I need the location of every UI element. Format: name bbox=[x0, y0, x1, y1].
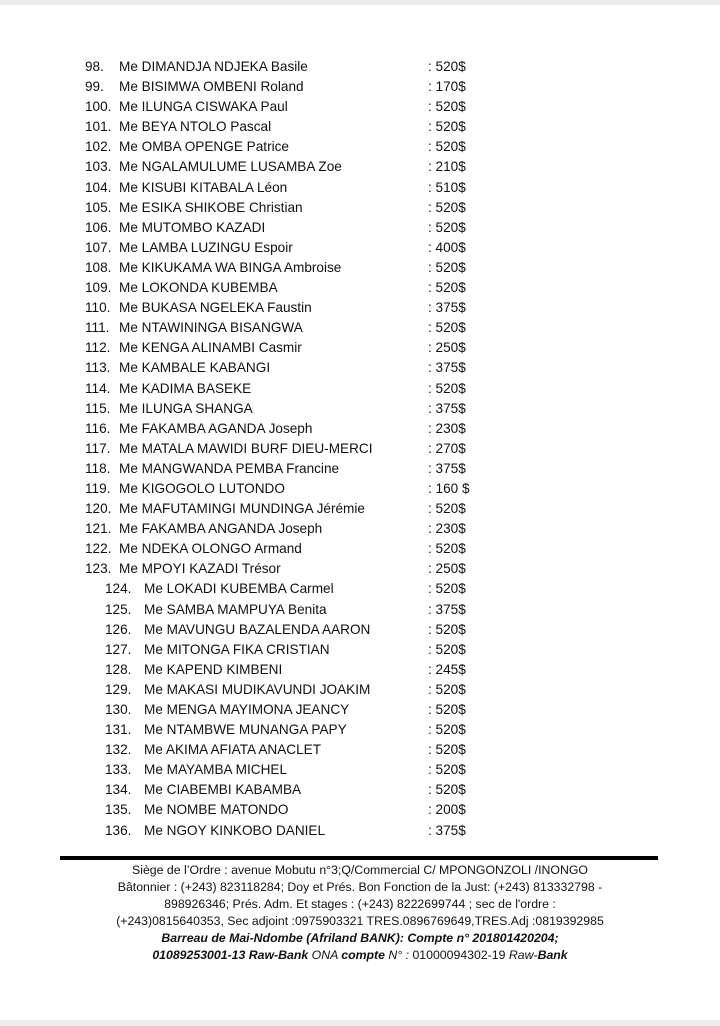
list-item bbox=[0, 780, 720, 800]
item-name: Me AKIMA AFIATA ANACLET bbox=[144, 742, 322, 758]
item-number: 122. bbox=[85, 541, 112, 557]
item-name: Me NOMBE MATONDO bbox=[144, 802, 289, 818]
item-amount: : 520$ bbox=[428, 742, 466, 758]
item-amount: : 170$ bbox=[428, 79, 466, 95]
item-amount: : 245$ bbox=[428, 661, 466, 677]
item-amount: : 270$ bbox=[428, 440, 466, 456]
list-item bbox=[0, 559, 720, 579]
item-amount: : 375$ bbox=[428, 460, 466, 476]
item-number: 99. bbox=[85, 79, 104, 95]
item-name: Me MENGA MAYIMONA JEANCY bbox=[144, 702, 350, 717]
list-item bbox=[0, 680, 720, 700]
item-name: Me MAYAMBA MICHEL bbox=[144, 762, 288, 778]
footer-text-segment: ONA bbox=[311, 948, 342, 963]
list-item bbox=[0, 479, 720, 499]
item-amount: : 520$ bbox=[428, 259, 466, 275]
item-amount: : 520$ bbox=[428, 119, 466, 135]
item-number: 124. bbox=[105, 581, 132, 597]
footer-text-segment: Barreau de Mai-Ndombe (Afriland BANK): Compte n° 201801420204; bbox=[161, 931, 559, 946]
list-item bbox=[0, 519, 720, 539]
item-name: Me KENGA ALINAMBI Casmir bbox=[119, 340, 302, 356]
footer-text-segment: Raw- bbox=[508, 948, 538, 963]
item-number: 119. bbox=[85, 480, 111, 496]
list-item bbox=[0, 77, 720, 97]
item-name: Me FAKAMBA AGANDA Joseph bbox=[119, 420, 313, 436]
item-number: 108. bbox=[85, 259, 112, 275]
list-item bbox=[0, 800, 720, 820]
footer-line bbox=[40, 896, 680, 913]
item-name: Me KIKUKAMA WA BINGA Ambroise bbox=[119, 259, 342, 275]
list-item bbox=[0, 499, 720, 519]
item-amount: : 520$ bbox=[428, 219, 466, 235]
item-amount: : 520$ bbox=[428, 681, 466, 697]
item-name: Me NTAMBWE MUNANGA PAPY bbox=[144, 722, 347, 738]
item-amount: : 375$ bbox=[428, 822, 466, 838]
item-amount: : 520$ bbox=[428, 380, 466, 396]
list-item bbox=[0, 137, 720, 157]
item-number: 112. bbox=[85, 340, 111, 356]
footer-line bbox=[40, 913, 680, 930]
item-name: Me MUTOMBO KAZADI bbox=[119, 219, 266, 235]
item-name: Me KADIMA BASEKE bbox=[119, 380, 252, 396]
item-amount: : 520$ bbox=[428, 199, 466, 215]
footer-text-segment: 01000094302-19 bbox=[412, 948, 509, 963]
list-item bbox=[0, 318, 720, 338]
footer-line bbox=[40, 947, 680, 964]
item-number: 129. bbox=[105, 681, 132, 697]
list-item bbox=[0, 358, 720, 378]
item-name: Me BISIMWA OMBENI Roland bbox=[119, 79, 304, 95]
list-item bbox=[0, 539, 720, 559]
item-number: 110. bbox=[85, 300, 111, 316]
list-item bbox=[0, 700, 720, 720]
list-item bbox=[0, 620, 720, 640]
item-name: Me LOKONDA KUBEMBA bbox=[119, 280, 278, 296]
item-number: 115. bbox=[85, 400, 111, 416]
item-number: 106. bbox=[85, 219, 112, 235]
item-amount: : 520$ bbox=[428, 99, 466, 115]
list-item bbox=[0, 640, 720, 660]
item-amount: : 520$ bbox=[428, 621, 466, 637]
item-amount: : 230$ bbox=[428, 420, 466, 436]
item-amount: : 400$ bbox=[428, 239, 466, 255]
item-number: 123. bbox=[85, 561, 112, 577]
item-amount: : 375$ bbox=[428, 601, 466, 617]
item-name: Me OMBA OPENGE Patrice bbox=[119, 139, 289, 155]
item-name: Me MANGWANDA PEMBA Francine bbox=[119, 460, 340, 476]
list-item bbox=[0, 399, 720, 419]
item-name: Me ILUNGA SHANGA bbox=[119, 400, 253, 416]
list-item bbox=[0, 117, 720, 137]
item-number: 120. bbox=[85, 501, 112, 517]
footer-text-segment: N° : bbox=[388, 948, 413, 963]
item-name: Me MAFUTAMINGI MUNDINGA Jérémie bbox=[119, 501, 365, 517]
footer-divider bbox=[60, 856, 658, 860]
item-number: 109. bbox=[85, 280, 112, 296]
list-item bbox=[0, 97, 720, 117]
item-amount: : 250$ bbox=[428, 561, 466, 577]
item-amount: : 210$ bbox=[428, 159, 466, 175]
footer-line bbox=[40, 879, 680, 896]
list-item bbox=[0, 740, 720, 760]
list-item bbox=[0, 579, 720, 599]
item-name: Me DIMANDJA NDJEKA Basile bbox=[119, 59, 308, 74]
item-number: 128. bbox=[105, 661, 132, 677]
item-name: Me MAVUNGU BAZALENDA AARON bbox=[144, 621, 371, 637]
item-amount: : 250$ bbox=[428, 340, 466, 356]
list-item bbox=[0, 821, 720, 841]
item-name: Me FAKAMBA ANGANDA Joseph bbox=[119, 521, 323, 537]
item-amount: : 375$ bbox=[428, 300, 466, 316]
item-name: Me KAMBALE KABANGI bbox=[119, 360, 271, 376]
footer-text-segment: (+243)0815640353, Sec adjoint :0975903321 TRES.0896769649,TRES.Adj :0819392985 bbox=[116, 914, 604, 929]
item-amount: : 160 $ bbox=[428, 480, 470, 496]
list-item bbox=[0, 660, 720, 680]
item-number: 127. bbox=[105, 641, 132, 657]
item-number: 135. bbox=[105, 802, 132, 818]
item-amount: : 520$ bbox=[428, 139, 466, 155]
item-name: Me KAPEND KIMBENI bbox=[144, 661, 283, 677]
item-amount: : 230$ bbox=[428, 521, 466, 537]
list-item bbox=[0, 379, 720, 399]
list-item bbox=[0, 157, 720, 177]
item-number: 118. bbox=[85, 460, 111, 476]
item-number: 131. bbox=[105, 722, 132, 738]
list-item bbox=[0, 198, 720, 218]
item-amount: : 520$ bbox=[428, 280, 466, 296]
item-number: 100. bbox=[85, 99, 112, 115]
item-amount: : 200$ bbox=[428, 802, 466, 818]
item-name: Me LAMBA LUZINGU Espoir bbox=[119, 239, 293, 255]
item-number: 113. bbox=[85, 360, 111, 376]
item-name: Me MATALA MAWIDI BURF DIEU-MERCI bbox=[119, 440, 373, 456]
list-item bbox=[0, 720, 720, 740]
item-name: Me BUKASA NGELEKA Faustin bbox=[119, 300, 312, 316]
item-number: 102. bbox=[85, 139, 112, 155]
item-name: Me MAKASI MUDIKAVUNDI JOAKIM bbox=[144, 681, 371, 697]
item-name: Me KISUBI KITABALA Léon bbox=[119, 179, 288, 195]
footer-text-segment: Bank bbox=[537, 948, 568, 963]
list-item bbox=[0, 419, 720, 439]
item-amount: : 520$ bbox=[428, 762, 466, 778]
footer-text-segment: compte bbox=[341, 948, 389, 963]
item-name: Me SAMBA MAMPUYA Benita bbox=[144, 601, 327, 617]
item-number: 132. bbox=[105, 742, 132, 758]
member-list bbox=[0, 57, 720, 841]
item-name: Me NDEKA OLONGO Armand bbox=[119, 541, 302, 557]
item-name: Me CIABEMBI KABAMBA bbox=[144, 782, 302, 798]
footer-text-segment: 898926346; Prés. Adm. Et stages : (+243) 8222699744 ; sec de l'ordre : bbox=[164, 897, 556, 912]
list-item bbox=[0, 459, 720, 479]
item-number: 114. bbox=[85, 380, 111, 396]
footer-line bbox=[40, 930, 680, 947]
item-number: 104. bbox=[85, 179, 112, 195]
item-number: 103. bbox=[85, 159, 112, 175]
item-number: 125. bbox=[105, 601, 132, 617]
item-amount: : 520$ bbox=[428, 581, 466, 597]
item-number: 117. bbox=[85, 440, 111, 456]
item-amount: : 520$ bbox=[428, 641, 466, 657]
item-amount: : 375$ bbox=[428, 360, 466, 376]
item-name: Me LOKADI KUBEMBA Carmel bbox=[144, 581, 334, 597]
footer-line bbox=[40, 862, 680, 879]
list-item bbox=[0, 760, 720, 780]
item-number: 116. bbox=[85, 420, 111, 436]
footer bbox=[40, 862, 680, 965]
item-amount: : 520$ bbox=[428, 702, 466, 717]
list-item bbox=[0, 439, 720, 459]
item-name: Me BEYA NTOLO Pascal bbox=[119, 119, 272, 135]
footer-text-segment: Siège de l’Ordre : avenue Mobutu n°3;Q/Commercial C/ MPONGONZOLI /INONGO bbox=[132, 863, 588, 877]
list-item bbox=[0, 238, 720, 258]
item-amount: : 520$ bbox=[428, 320, 466, 336]
list-item bbox=[0, 258, 720, 278]
item-number: 107. bbox=[85, 239, 112, 255]
item-amount: : 520$ bbox=[428, 782, 466, 798]
item-number: 101. bbox=[85, 119, 112, 135]
item-name: Me MPOYI KAZADI Trésor bbox=[119, 561, 281, 577]
item-name: Me KIGOGOLO LUTONDO bbox=[119, 480, 285, 496]
list-item bbox=[0, 57, 720, 77]
item-amount: : 520$ bbox=[428, 501, 466, 517]
item-number: 105. bbox=[85, 199, 112, 215]
item-amount: : 520$ bbox=[428, 541, 466, 557]
item-number: 133. bbox=[105, 762, 132, 778]
item-amount: : 510$ bbox=[428, 179, 466, 195]
list-item bbox=[0, 278, 720, 298]
item-number: 111. bbox=[85, 320, 110, 336]
item-number: 134. bbox=[105, 782, 132, 798]
item-number: 130. bbox=[105, 702, 132, 717]
footer-text-segment: 01089253001-13 Raw-Bank bbox=[152, 948, 312, 963]
item-number: 121. bbox=[85, 521, 112, 537]
footer-text-segment: Bâtonnier : (+243) 823118284; Doy et Prés. Bon Fonction de la Just: (+243) 813332798 - bbox=[117, 880, 603, 895]
item-number: 126. bbox=[105, 621, 132, 637]
item-amount: : 375$ bbox=[428, 400, 466, 416]
item-amount: : 520$ bbox=[428, 59, 466, 74]
page-top-edge bbox=[0, 0, 720, 5]
list-item bbox=[0, 600, 720, 620]
item-number: 98. bbox=[85, 59, 104, 74]
item-name: Me NTAWININGA BISANGWA bbox=[119, 320, 303, 336]
item-number: 136. bbox=[105, 822, 132, 838]
list-item bbox=[0, 298, 720, 318]
item-name: Me ESIKA SHIKOBE Christian bbox=[119, 199, 303, 215]
item-amount: : 520$ bbox=[428, 722, 466, 738]
list-item bbox=[0, 338, 720, 358]
page-bottom-edge bbox=[0, 1020, 720, 1026]
item-name: Me ILUNGA CISWAKA Paul bbox=[119, 99, 288, 115]
item-name: Me NGALAMULUME LUSAMBA Zoe bbox=[119, 159, 342, 175]
list-item bbox=[0, 178, 720, 198]
item-name: Me NGOY KINKOBO DANIEL bbox=[144, 822, 326, 838]
item-name: Me MITONGA FIKA CRISTIAN bbox=[144, 641, 330, 657]
list-item bbox=[0, 218, 720, 238]
